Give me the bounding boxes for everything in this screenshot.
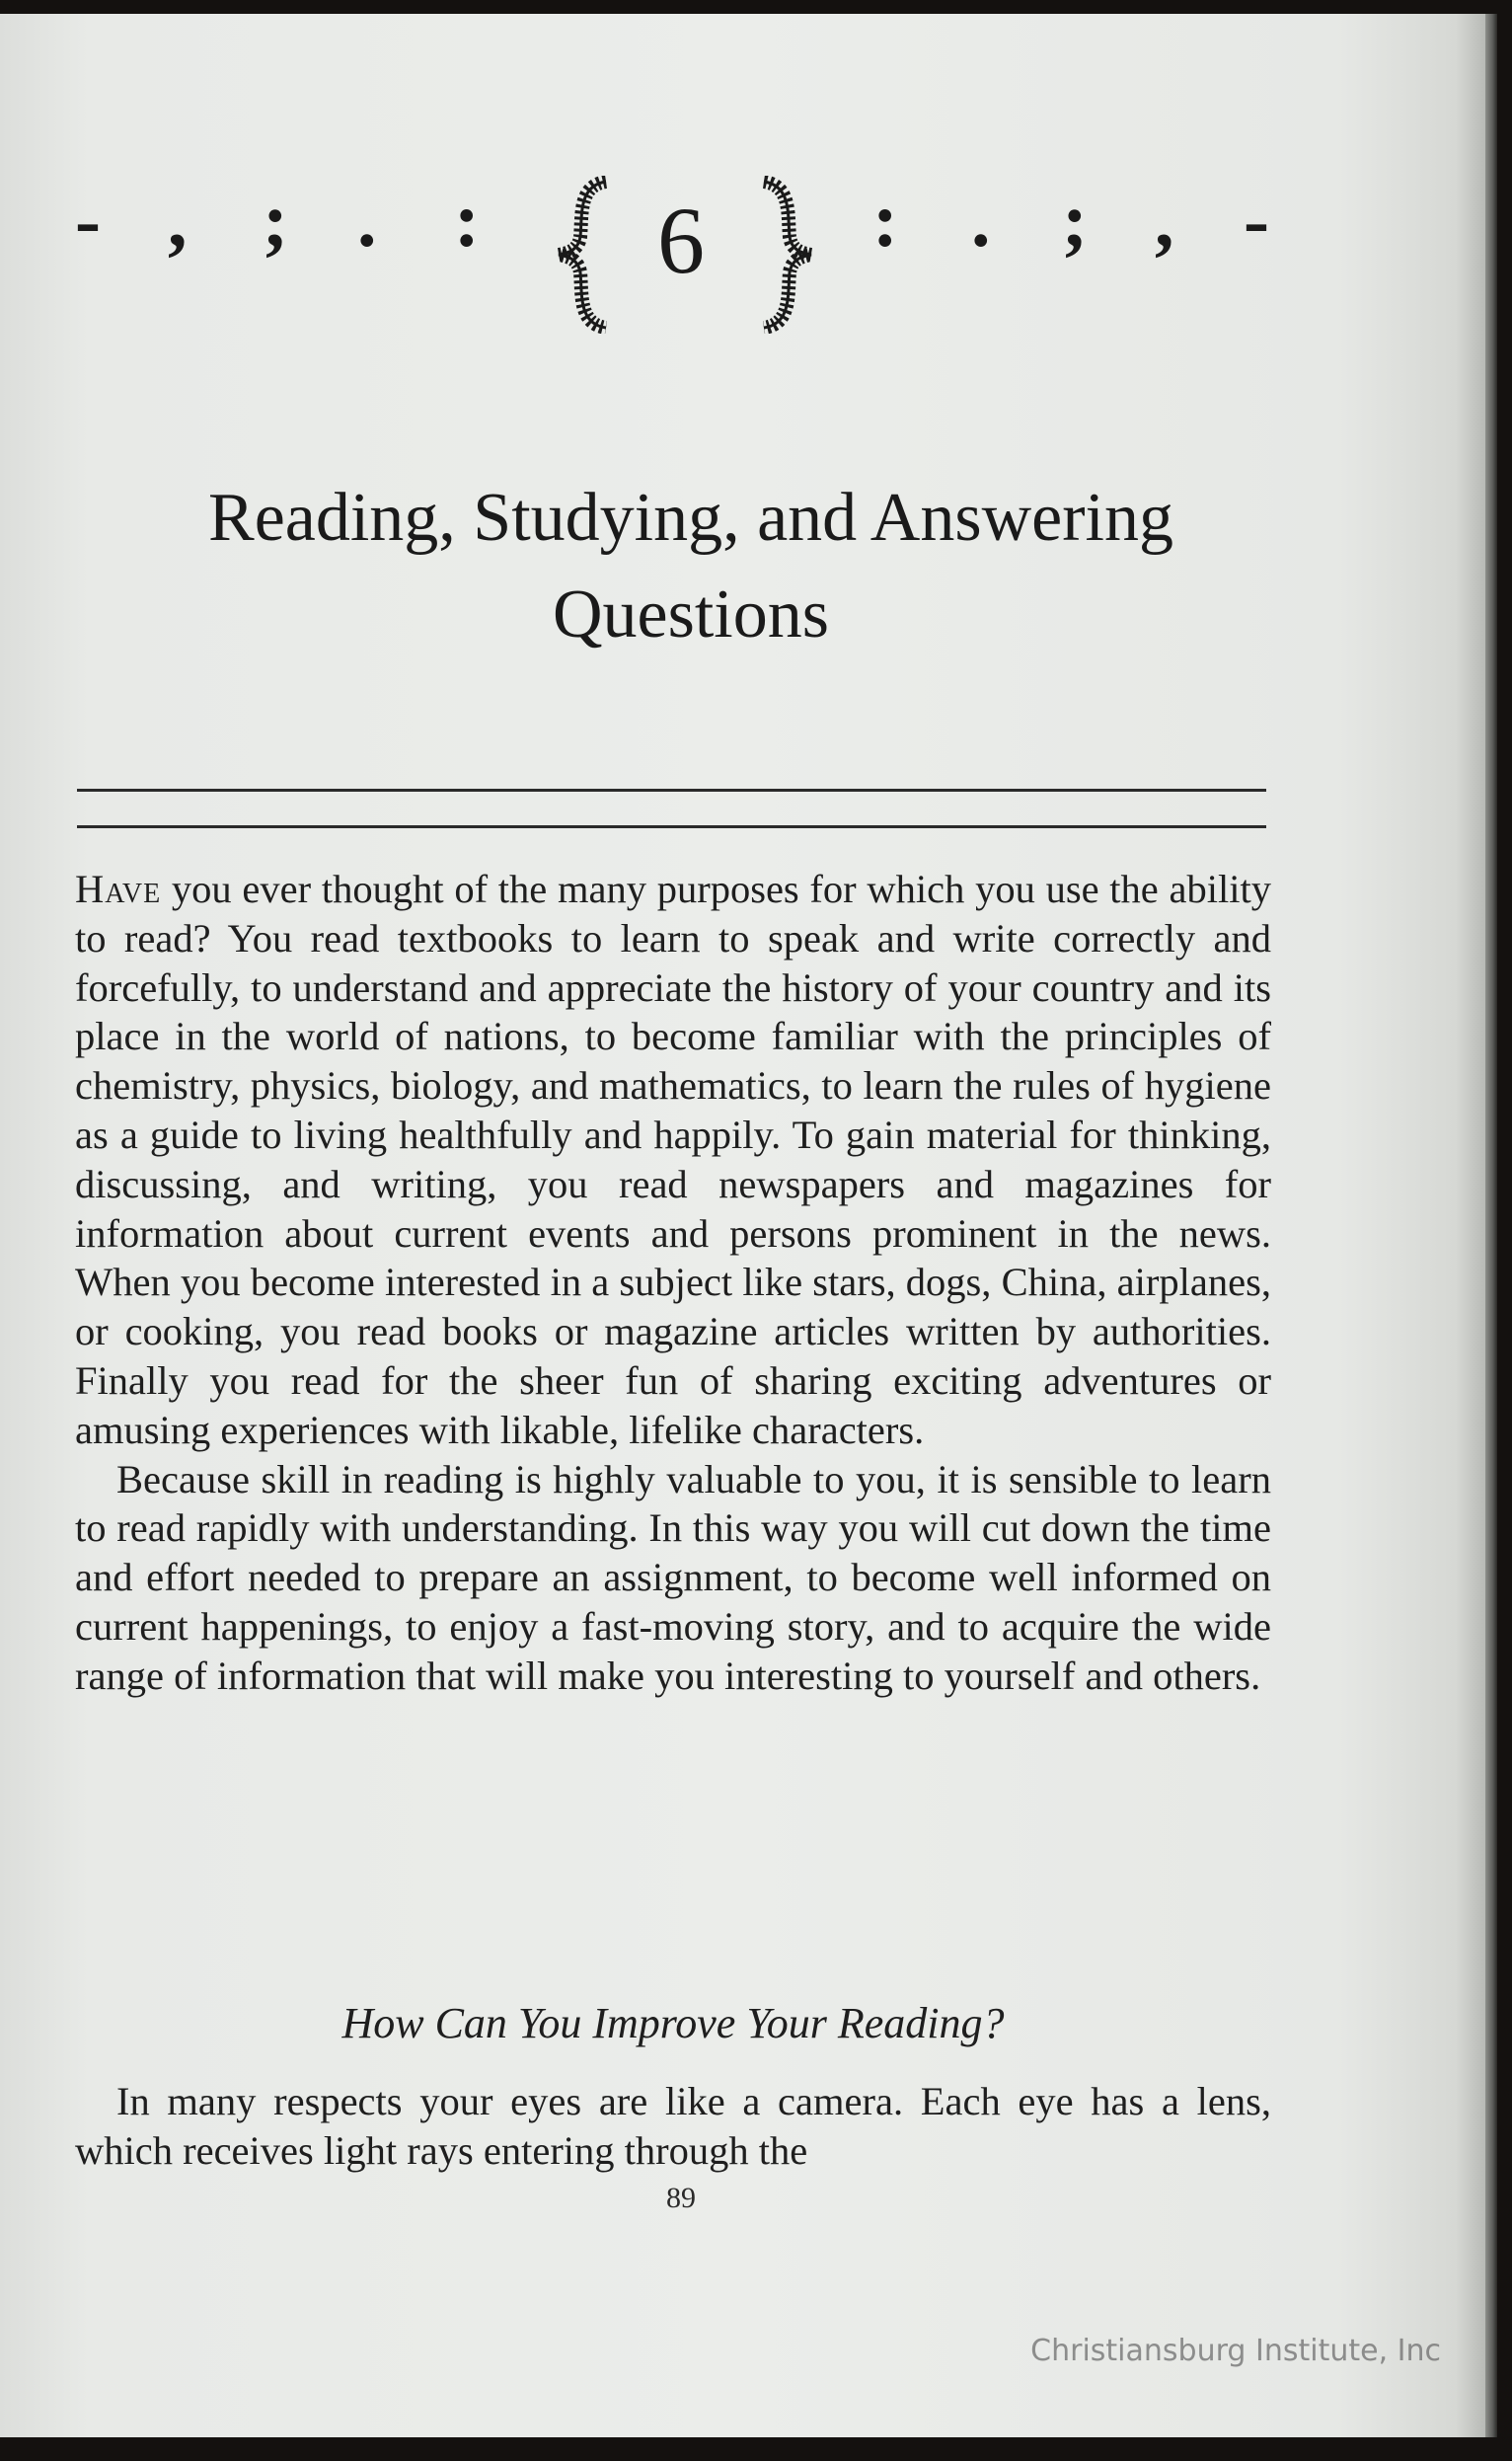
paragraph-text: you ever thought of the many purposes for which you use the ability to read? You read textbooks to learn to speak and write correctly and forcefully, to understand and appreciate the history of your country and its place in the world of nations, to become familiar with the principles of chemistry, physics, biology, and mathematics, to learn the rules of hygiene as a guide to living healthfully and happily. To gain material for thinking, discussing, and writing, you read newspapers and magazines for information about current events and persons prominent in the news. When you become interested in a subject like stars, dogs, China, airplanes, or cooking, you read books or magazine articles written by authorities. Finally you read for the sheer fun of sharing exciting adventures or amusing experiences with likable, lifelike characters. — [75, 867, 1271, 1452]
ornament-mark: : — [872, 177, 898, 263]
chapter-ornament — [59, 152, 1283, 349]
left-brace-ornament — [549, 176, 618, 334]
drop-lead-word: Have — [75, 867, 162, 911]
ornament-mark: ; — [1062, 177, 1088, 263]
book-page — [0, 14, 1485, 2437]
page-number: 89 — [666, 2182, 696, 2214]
chapter-title-line: Reading, Studying, and Answering — [208, 480, 1173, 556]
divider-rule — [77, 789, 1266, 792]
ornament-mark: , — [1155, 177, 1174, 263]
paragraph — [75, 865, 1271, 1455]
paragraph: In many respects your eyes are like a camera. Each eye has a lens, which receives light rays entering through the — [75, 2079, 1271, 2173]
watermark: Christiansburg Institute, Inc — [1030, 2334, 1441, 2368]
chapter-title — [118, 470, 1263, 663]
chapter-title-line: Questions — [553, 577, 829, 653]
divider-rule — [77, 825, 1266, 828]
ornament-mark: - — [1244, 177, 1269, 263]
body-text-lower — [75, 2077, 1271, 2176]
ornament-mark: . — [971, 177, 991, 263]
ornament-mark: ; — [263, 177, 288, 263]
page-edge — [1485, 14, 1497, 2437]
right-brace-ornament — [752, 176, 821, 334]
body-text-upper — [75, 865, 1271, 1701]
ornament-mark: , — [168, 177, 188, 263]
ornament-mark: - — [75, 177, 101, 263]
ornament-mark: . — [357, 177, 377, 263]
paragraph: Because skill in reading is highly valuable to you, it is sensible to learn to read rapidly with understanding. In this way you will cut down the time and effort needed to prepare an assignment, to become well informed on current happenings, to enjoy a fast-moving story, and to acquire the wide range of information that will make you interesting to yourself and others. — [75, 1456, 1271, 1698]
ornament-mark: : — [454, 177, 480, 263]
section-heading: How Can You Improve Your Reading? — [341, 1999, 1005, 2047]
chapter-number: 6 — [657, 188, 705, 293]
